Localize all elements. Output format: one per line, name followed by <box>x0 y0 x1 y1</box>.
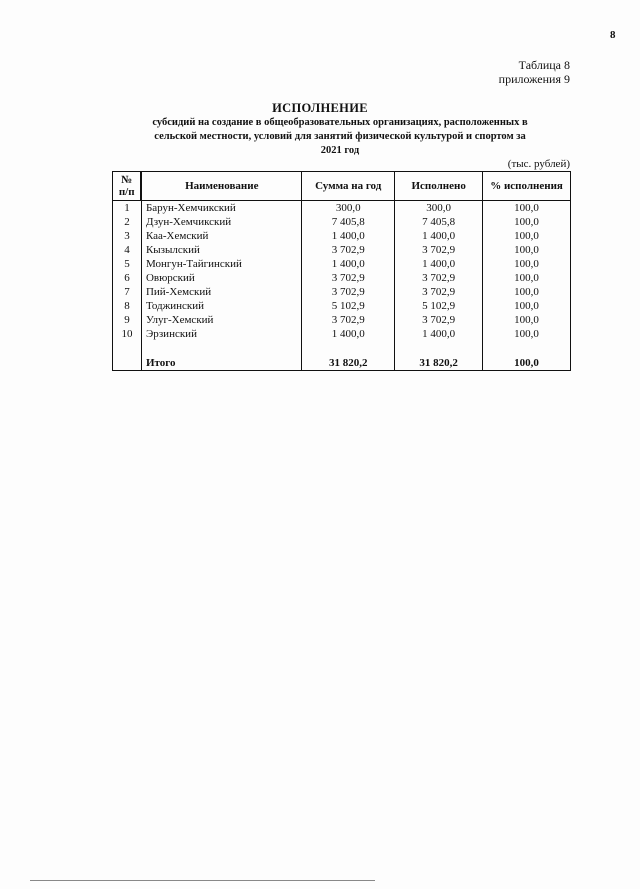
spacer-row <box>113 341 571 355</box>
table-row <box>113 215 571 229</box>
total-row <box>113 355 571 371</box>
cell-name: Овюрский <box>141 271 301 285</box>
cell-n: 2 <box>113 215 142 229</box>
cell-pct: 100,0 <box>483 201 571 216</box>
cell-done: 5 102,9 <box>395 299 483 313</box>
total-done: 31 820,2 <box>395 355 483 371</box>
total-percent: 100,0 <box>483 355 571 371</box>
cell-name: Дзун-Хемчикский <box>141 215 301 229</box>
document-title: ИСПОЛНЕНИЕ <box>272 101 368 115</box>
cell-n: 6 <box>113 271 142 285</box>
cell-name: Монгун-Тайгинский <box>141 257 301 271</box>
cell-pct: 100,0 <box>483 327 571 341</box>
execution-table <box>112 171 571 371</box>
page-number: 8 <box>610 29 616 41</box>
cell-sum: 1 400,0 <box>302 257 395 271</box>
spacer-cell <box>395 341 483 355</box>
cell-sum: 5 102,9 <box>302 299 395 313</box>
cell-done: 7 405,8 <box>395 215 483 229</box>
table-reference <box>499 58 570 86</box>
total-label: Итого <box>141 355 301 371</box>
cell-n: 10 <box>113 327 142 341</box>
cell-done: 3 702,9 <box>395 313 483 327</box>
cell-pct: 100,0 <box>483 271 571 285</box>
cell-n: 5 <box>113 257 142 271</box>
spacer-cell <box>113 341 142 355</box>
cell-n: 7 <box>113 285 142 299</box>
cell-sum: 7 405,8 <box>302 215 395 229</box>
cell-name: Тоджинский <box>141 299 301 313</box>
header-number: № п/п <box>113 172 142 201</box>
cell-pct: 100,0 <box>483 313 571 327</box>
cell-name: Пий-Хемский <box>141 285 301 299</box>
document-subtitle: субсидий на создание в общеобразовательных организациях, расположенных в сельской местности, условий для занятий физической культурой и спортом за 2021 год <box>152 117 528 156</box>
cell-sum: 3 702,9 <box>302 285 395 299</box>
spacer-cell <box>141 341 301 355</box>
spacer-cell <box>483 341 571 355</box>
cell-sum: 3 702,9 <box>302 271 395 285</box>
table-row <box>113 313 571 327</box>
table-ref-line2: приложения 9 <box>498 72 570 86</box>
cell-name: Улуг-Хемский <box>141 313 301 327</box>
cell-n: 3 <box>113 229 142 243</box>
cell-done: 3 702,9 <box>395 243 483 257</box>
cell-pct: 100,0 <box>483 285 571 299</box>
table-header-row <box>113 172 571 201</box>
table-row <box>113 299 571 313</box>
table-row <box>113 201 571 216</box>
cell-name: Кызылский <box>141 243 301 257</box>
header-name: Наименование <box>141 172 301 201</box>
cell-sum: 3 702,9 <box>302 243 395 257</box>
cell-done: 1 400,0 <box>395 229 483 243</box>
spacer-cell <box>302 341 395 355</box>
header-done: Исполнено <box>395 172 483 201</box>
cell-name: Барун-Хемчикский <box>141 201 301 216</box>
cell-done: 3 702,9 <box>395 285 483 299</box>
cell-done: 300,0 <box>395 201 483 216</box>
cell-sum: 300,0 <box>302 201 395 216</box>
cell-pct: 100,0 <box>483 229 571 243</box>
cell-pct: 100,0 <box>483 215 571 229</box>
header-sum: Сумма на год <box>302 172 395 201</box>
bottom-divider <box>30 880 375 881</box>
cell-sum: 3 702,9 <box>302 313 395 327</box>
table-row <box>113 257 571 271</box>
cell-n: 8 <box>113 299 142 313</box>
table-row <box>113 271 571 285</box>
table-row <box>113 243 571 257</box>
cell-n: 4 <box>113 243 142 257</box>
cell-done: 1 400,0 <box>395 327 483 341</box>
units-label: (тыс. рублей) <box>507 158 570 170</box>
cell-n: 9 <box>113 313 142 327</box>
cell-pct: 100,0 <box>483 299 571 313</box>
cell-sum: 1 400,0 <box>302 327 395 341</box>
cell-done: 3 702,9 <box>395 271 483 285</box>
cell-name: Каа-Хемский <box>141 229 301 243</box>
cell-pct: 100,0 <box>483 243 571 257</box>
cell-name: Эрзинский <box>141 327 301 341</box>
table-row <box>113 285 571 299</box>
table-row <box>113 327 571 341</box>
cell-n: 1 <box>113 201 142 216</box>
total-empty-cell <box>113 355 142 371</box>
total-sum: 31 820,2 <box>302 355 395 371</box>
table-ref-line1: Таблица 8 <box>518 58 570 72</box>
header-percent: % исполнения <box>483 172 571 201</box>
cell-done: 1 400,0 <box>395 257 483 271</box>
cell-pct: 100,0 <box>483 257 571 271</box>
table-row <box>113 229 571 243</box>
cell-sum: 1 400,0 <box>302 229 395 243</box>
